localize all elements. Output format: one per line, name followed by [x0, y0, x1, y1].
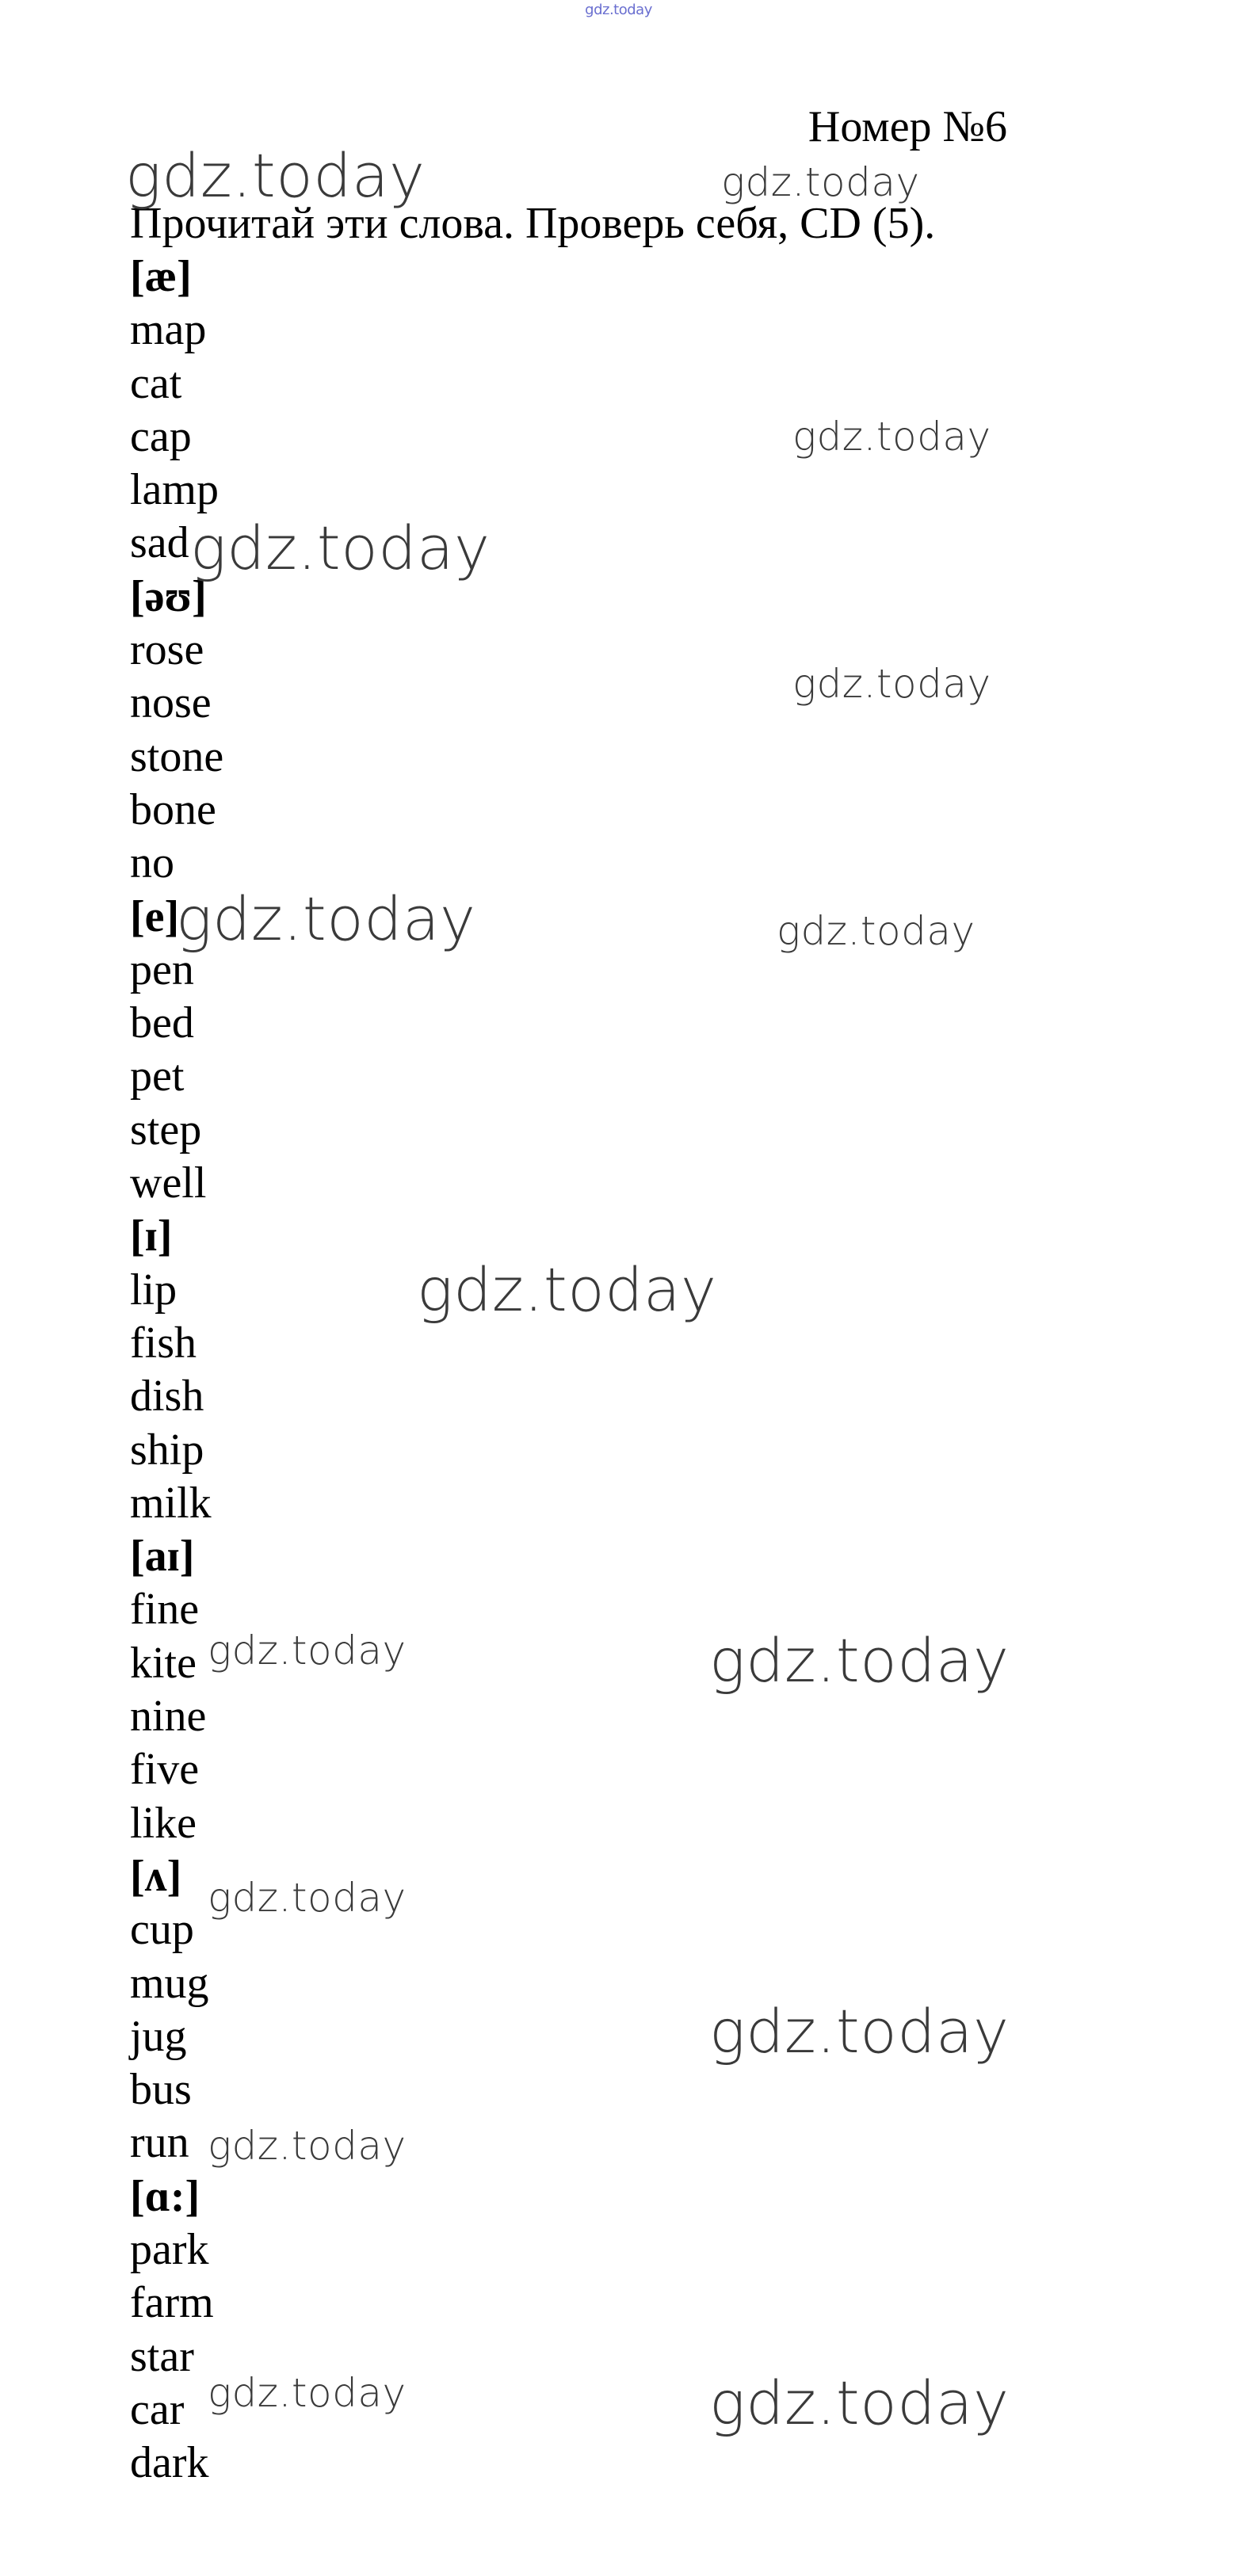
task-instruction: Прочитай эти слова. Проверь себя, CD (5). — [130, 199, 936, 248]
word: farm — [130, 2278, 214, 2328]
word: sad — [130, 518, 189, 568]
word: ship — [130, 1425, 204, 1475]
phoneme-heading: [ɪ] — [130, 1212, 173, 1261]
word: like — [130, 1798, 197, 1848]
word: cat — [130, 358, 182, 408]
watermark: gdz.today — [792, 414, 991, 460]
watermark: gdz.today — [208, 1875, 407, 1921]
word: bone — [130, 784, 216, 834]
word: cup — [130, 1905, 194, 1955]
word: jug — [130, 2011, 187, 2061]
watermark: gdz.today — [208, 2123, 407, 2169]
site-link[interactable]: gdz.today — [585, 2, 652, 18]
word: well — [130, 1158, 207, 1208]
watermark: gdz.today — [208, 1628, 407, 1673]
phoneme-heading: [æ] — [130, 252, 192, 301]
watermark: gdz.today — [709, 1996, 1010, 2067]
word: car — [130, 2384, 185, 2434]
word: five — [130, 1745, 200, 1795]
watermark: gdz.today — [208, 2370, 407, 2416]
word: nine — [130, 1692, 207, 1742]
word: park — [130, 2224, 209, 2274]
word: star — [130, 2331, 194, 2381]
word: mug — [130, 1958, 209, 2008]
word: milk — [130, 1478, 212, 1528]
word: cap — [130, 411, 192, 461]
phoneme-heading: [ɑ:] — [130, 2171, 200, 2221]
word: fine — [130, 1585, 200, 1635]
word: lip — [130, 1265, 178, 1315]
word: step — [130, 1105, 202, 1154]
watermark: gdz.today — [709, 2368, 1010, 2438]
word: run — [130, 2118, 189, 2168]
word: rose — [130, 625, 204, 675]
watermark: gdz.today — [792, 661, 991, 707]
word: no — [130, 838, 174, 888]
word: map — [130, 305, 207, 355]
phoneme-heading: [aɪ] — [130, 1532, 195, 1582]
watermark: gdz.today — [176, 883, 476, 954]
watermark: gdz.today — [721, 159, 920, 205]
word: stone — [130, 731, 224, 781]
word: lamp — [130, 465, 219, 515]
word: bed — [130, 998, 194, 1048]
watermark: gdz.today — [709, 1625, 1010, 1696]
phoneme-heading: [e] — [130, 891, 180, 941]
task-title: Номер №6 — [807, 102, 1007, 151]
word: dark — [130, 2438, 209, 2488]
word: dish — [130, 1372, 204, 1422]
watermark: gdz.today — [777, 908, 975, 954]
word: nose — [130, 678, 212, 728]
phoneme-heading: [əʊ] — [130, 571, 207, 621]
watermark: gdz.today — [417, 1254, 717, 1325]
watermark: gdz.today — [190, 513, 491, 583]
word: pen — [130, 945, 194, 994]
word: pet — [130, 1051, 185, 1101]
word: fish — [130, 1318, 197, 1368]
watermark: gdz.today — [125, 140, 426, 211]
word: bus — [130, 2065, 192, 2115]
word: kite — [130, 1638, 197, 1688]
phoneme-heading: [ʌ] — [130, 1851, 182, 1901]
